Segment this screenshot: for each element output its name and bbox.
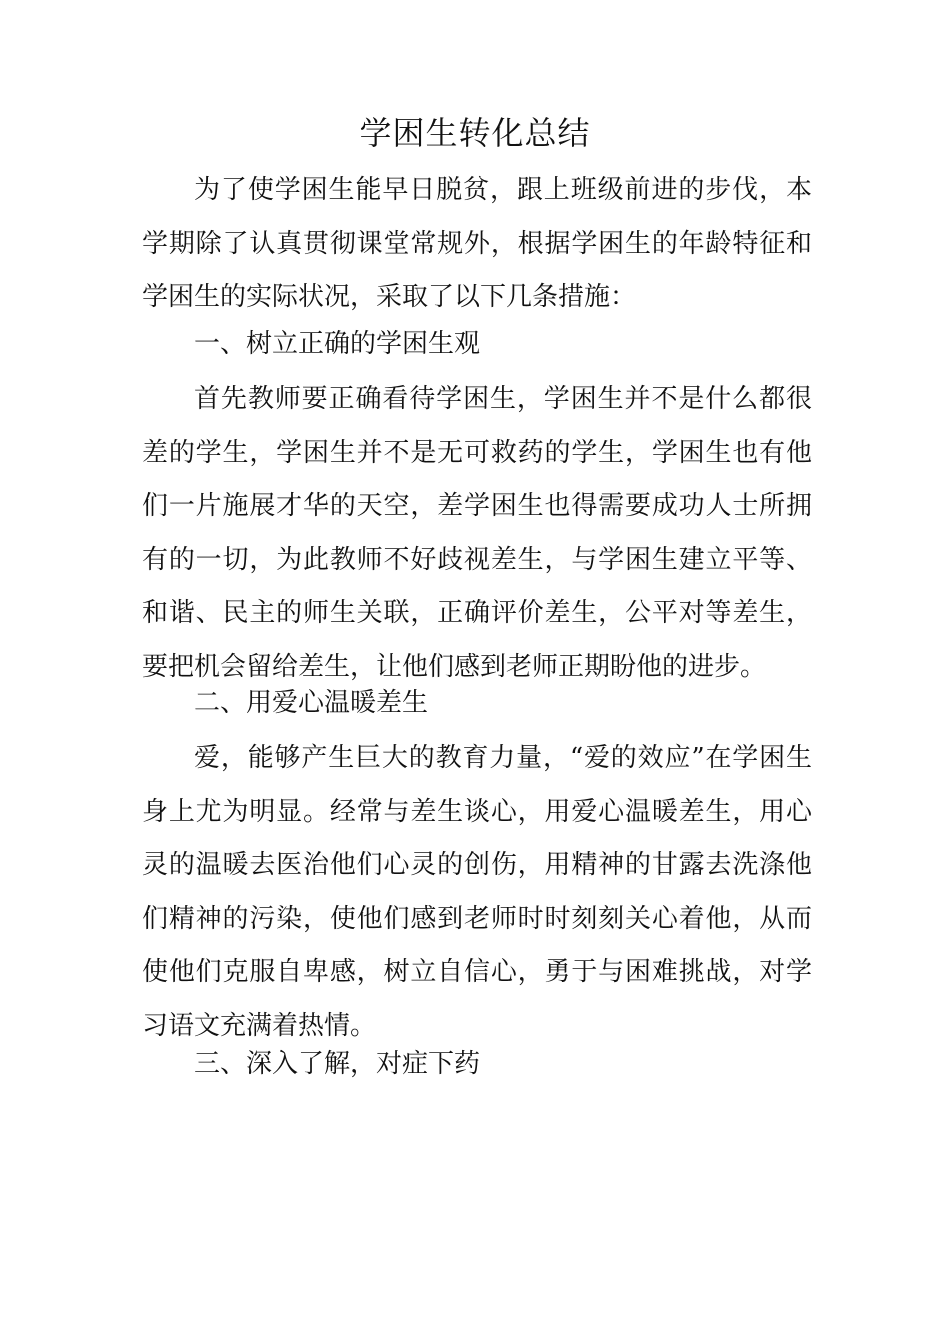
section-heading-1: 一、树立正确的学困生观	[194, 329, 481, 359]
section-heading-2: 二、用爱心温暖差生	[194, 688, 429, 718]
intro-paragraph: 为了使学困生能早日脱贫，跟上班级前进的步伐，本学期除了认真贯彻课堂常规外，根据学困生的年龄特征和学困生的实际状况，采取了以下几条措施：	[142, 175, 812, 312]
section-heading-3: 三、深入了解，对症下药	[194, 1049, 481, 1079]
document-title: 学困生转化总结	[359, 114, 591, 152]
section-1-paragraph: 首先教师要正确看待学困生，学困生并不是什么都很差的学生，学困生并不是无可救药的学生，学困生也有他们一片施展才华的天空，差学困生也得需要成功人士所拥有的一切，为此教师不好歧视差生，与学困生建立平等、和谐、民主的师生关联，正确评价差生，公平对等差生，要把机会留给差生，让他们感到老师正期盼他的进步。	[142, 384, 812, 682]
section-2-paragraph: 爱，能够产生巨大的教育力量，“爱的效应”在学困生身上尤为明显。经常与差生谈心，用爱心温暖差生，用心灵的温暖去医治他们心灵的创伤，用精神的甘露去洗涤他们精神的污染，使他们感到老师时时刻刻关心着他，从而使他们克服自卑感，树立自信心，勇于与困难挑战，对学习语文充满着热情。	[142, 743, 812, 1041]
